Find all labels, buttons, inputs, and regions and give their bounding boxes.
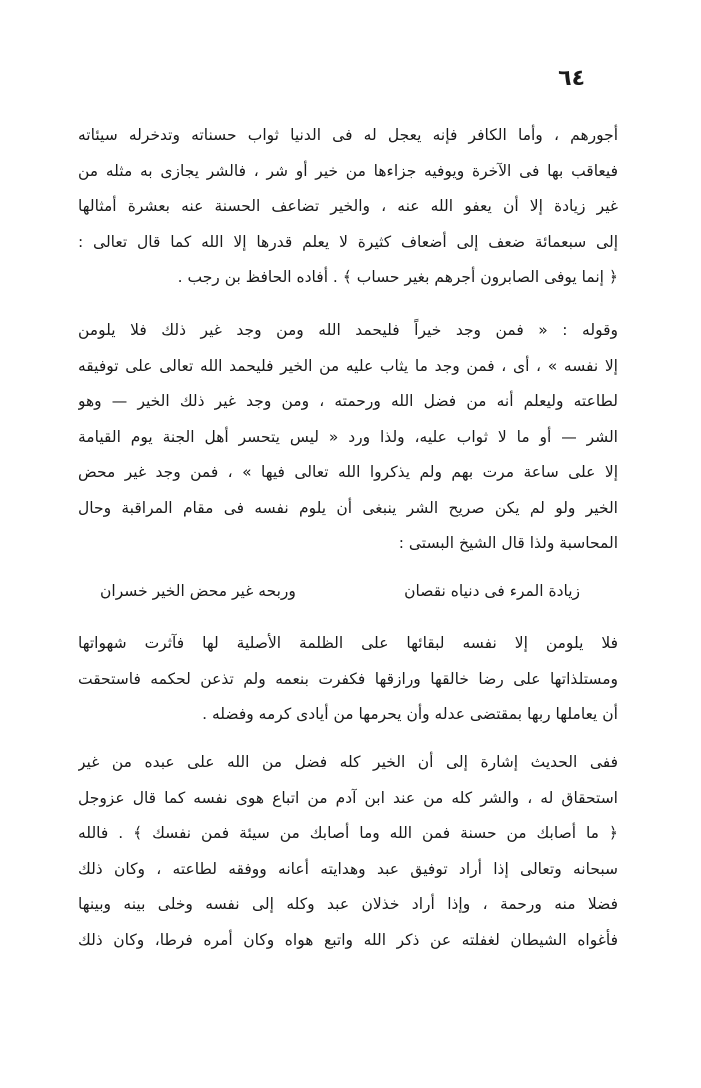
- text-line: فضلا منه ورحمة ، وإذا أراد خذلان عبد وكله إلى نفسه وخلى بينه وبينها: [78, 895, 618, 913]
- text-line: إلا على ساعة مرت بهم ولم يذكروا الله تعالى فيها » ، فمن وجد غير محض: [78, 463, 618, 481]
- text-line: أن يعاملها ربها بمقتضى عدله وأن يحرمها من أيادى كرمه وفضله .: [202, 705, 618, 723]
- text-line: إلى سبعمائة ضعف إلى أضعاف كثيرة لا يعلم قدرها إلا الله كما قال تعالى :: [78, 232, 618, 251]
- paragraph-3: [78, 626, 618, 733]
- text-line: لطاعته وليعلم أنه من فضل الله ورحمته ، ومن وجد غير ذلك الخير — وهو: [78, 392, 618, 410]
- text-line: ﴿ إنما يوفى الصابرون أجرهم بغير حساب ﴾ . أفاده الحافظ بن رجب .: [177, 268, 618, 286]
- text-line: سبحانه وتعالى إذا أراد توفيق عبد وهدايته أعانه ووفقه لطاعته ، وكان ذلك: [78, 859, 618, 878]
- paragraph-1: [78, 118, 618, 296]
- text-line: إلا نفسه » ، أى ، فمن وجد ما يثاب عليه من الخير فليحمد الله تعالى على توفيقه: [78, 356, 618, 375]
- text-line: ففى الحديث إشارة إلى أن الخير كله فضل من الله على عبده من غير: [78, 753, 618, 771]
- text-line: الخير ولو لم يكن صريح الشر ينبغى أن يلوم نفسه فى مقام المراقبة وحال: [78, 498, 618, 517]
- verse-second-hemistich: وربحه غير محض الخير خسران: [100, 582, 296, 600]
- text-line: وقوله : « فمن وجد خيراً فليحمد الله ومن وجد غير ذلك فلا يلومن: [78, 321, 618, 339]
- paragraph-4: [78, 745, 618, 958]
- poetry-verse: [100, 574, 580, 609]
- text-line: غير زيادة إلا أن يعفو الله عنه ، والخير تضاعف الحسنة عنه بعشرة أمثالها: [78, 197, 618, 215]
- text-line: المحاسبة ولذا قال الشيخ البستى :: [398, 534, 618, 552]
- paragraph-2: [78, 313, 618, 562]
- text-line: أجورهم ، وأما الكافر فإنه يعجل له فى الدنيا ثواب حسناته وتدخرله سيئاته: [78, 126, 618, 144]
- text-line: ﴿ ما أصابك من حسنة فمن الله وما أصابك من سيئة فمن نفسك ﴾ . فالله: [78, 824, 618, 842]
- text-line: ومستلذاتها على رضا خالقها ورازقها فكفرت بنعمه ولم تذعن لحكمه فاستحقت: [78, 669, 618, 688]
- page-number: ٦٤: [558, 66, 585, 91]
- text-line: الشر — أو ما لا ثواب عليه، ولذا ورد « ليس يتحسر أهل الجنة يوم القيامة: [78, 427, 618, 446]
- text-line: استحقاق له ، والشر كله من عند ابن آدم من اتباع هوى نفسه كما قال عزوجل: [78, 788, 618, 807]
- verse-first-hemistich: زيادة المرء فى دنياه نقصان: [404, 582, 580, 600]
- text-line: فلا يلومن إلا نفسه لبقائها على الظلمة الأصلية لها فآثرت شهواتها: [78, 634, 618, 652]
- text-line: فيعاقب بها فى الآخرة ويوفيه جزاءها من خير أو شر ، فالشر يجازى به مثله من: [78, 161, 618, 180]
- text-line: فأغواه الشيطان لغفلته عن ذكر الله واتبع هواه وكان أمره فرطا، وكان ذلك: [78, 930, 618, 949]
